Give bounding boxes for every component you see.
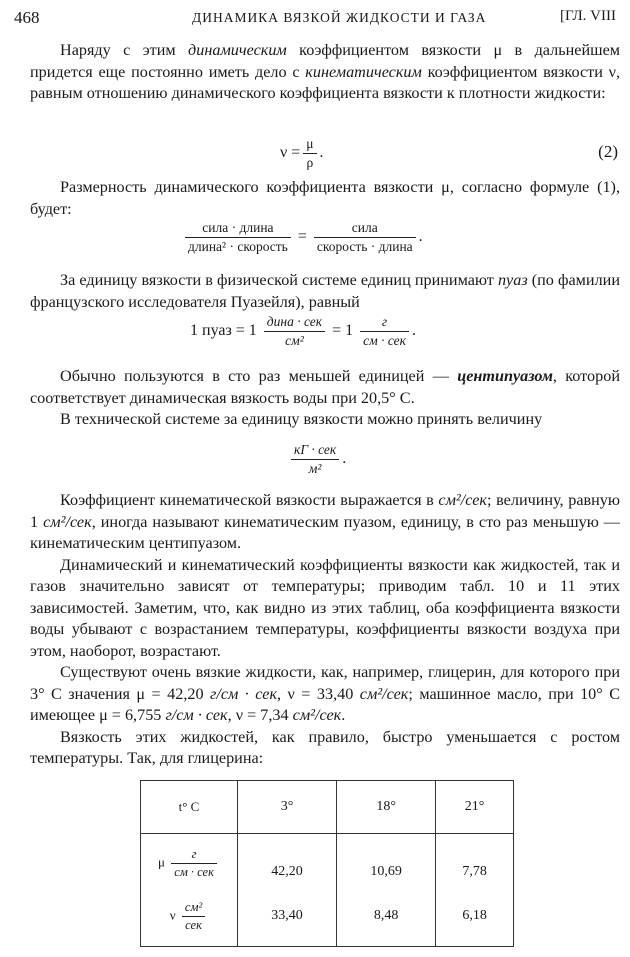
table-cell: 10,69 (337, 834, 436, 887)
table-cell: 7,78 (436, 834, 514, 887)
paragraph-centipoise: Обычно пользуются в сто раз меньшей единицей — центипуазом, которой соответствует динамическая вязкость воды при 20,5° С. В технической системе за единицу вязкости можно принять величину (30, 367, 620, 428)
page-number: 468 (14, 8, 40, 27)
chapter-ref: [ГЛ. VIII (559, 8, 616, 24)
glycerin-viscosity-table (140, 780, 514, 947)
paragraph-dimension: Размерность динамического коэффициента вязкости μ, согласно формуле (1), будет: (30, 178, 620, 218)
equation-2: ν = $\frac{\mu}{\rho}$ . (280, 136, 324, 170)
table-header-cell: 18° (337, 781, 436, 834)
table-header-row (141, 781, 514, 834)
row-label-nu: ν $\frac{\text{см²}}{\text{сек}}$ (141, 886, 238, 947)
table-row-mu (141, 834, 514, 887)
paragraph-poise: За единицу вязкости в физической системе единиц принимают пуаз (по фамилии французского исследователя Пуазейля), равный (30, 271, 620, 311)
table-row-nu (141, 886, 514, 947)
table-cell: 8,48 (337, 886, 436, 947)
paragraph-intro: Наряду с этим динамическим коэффициентом вязкости μ в дальнейшем придется еще постоянно иметь дело с кинематическим коэффициентом вязкости ν, равным отношению динамического коэффициента вязкости к плотности жидкости: (30, 41, 621, 102)
equation-technical-unit: $\frac{\text{кГ · сек}}{\text{м²}}$ . (288, 442, 346, 477)
table-cell: 33,40 (238, 886, 337, 947)
equation-poise: 1 пуаз = 1 $\frac{\text{дина · сек}}{\text{см²}}$ = 1 $\frac{г}{\text{см · сек}}$ . (190, 314, 416, 348)
row-label-mu: μ $\frac{г}{\text{см · сек}}$ (141, 834, 238, 887)
equation-number: (2) (598, 142, 618, 161)
table-header-cell: 21° (436, 781, 514, 834)
table-header-cell: t° C (141, 781, 238, 834)
paragraph-kinematic: Коэффициент кинематической вязкости выражается в см²/сек; величину, равную 1 см²/сек, иногда называют кинематическим пуазом, единицу, в сто раз меньшую — кинематическим центипуазом. Динамический и кинематический коэффициенты вязкости как жидкостей, так и газов значительно зависят от температуры; приводим табл. 10 и 11 этих зависимостей. Заметим, что, как видно из этих таблиц, оба коэффициента вязкости воды убывают с возрастанием температуры, коэффициенты вязкости воздуха при этом, наоборот, возрастают. Существуют очень вязкие жидкости, как, например, глицерин, для которого при 3° С значения μ = 42,20 г/см · сек, ν = 33,40 см²/сек; машинное масло, при 10° С имеющее μ = 6,755 г/см · сек, ν = 7,34 см²/сек. Вязкость этих жидкостей, как правило, быстро уменьшается с ростом температуры. Так, для глицерина: (30, 491, 620, 767)
table-header-cell: 3° (238, 781, 337, 834)
table-cell: 42,20 (238, 834, 337, 887)
running-title: ДИНАМИКА ВЯЗКОЙ ЖИДКОСТИ И ГАЗА (192, 10, 487, 25)
table-cell: 6,18 (436, 886, 514, 947)
equation-dimension: $\frac{\text{сила · длина}}{\text{длина² · скорость}}$ = $\frac{\text{сила}}{\text{скорость · длина}}$ . (182, 220, 423, 255)
running-header (14, 8, 616, 30)
